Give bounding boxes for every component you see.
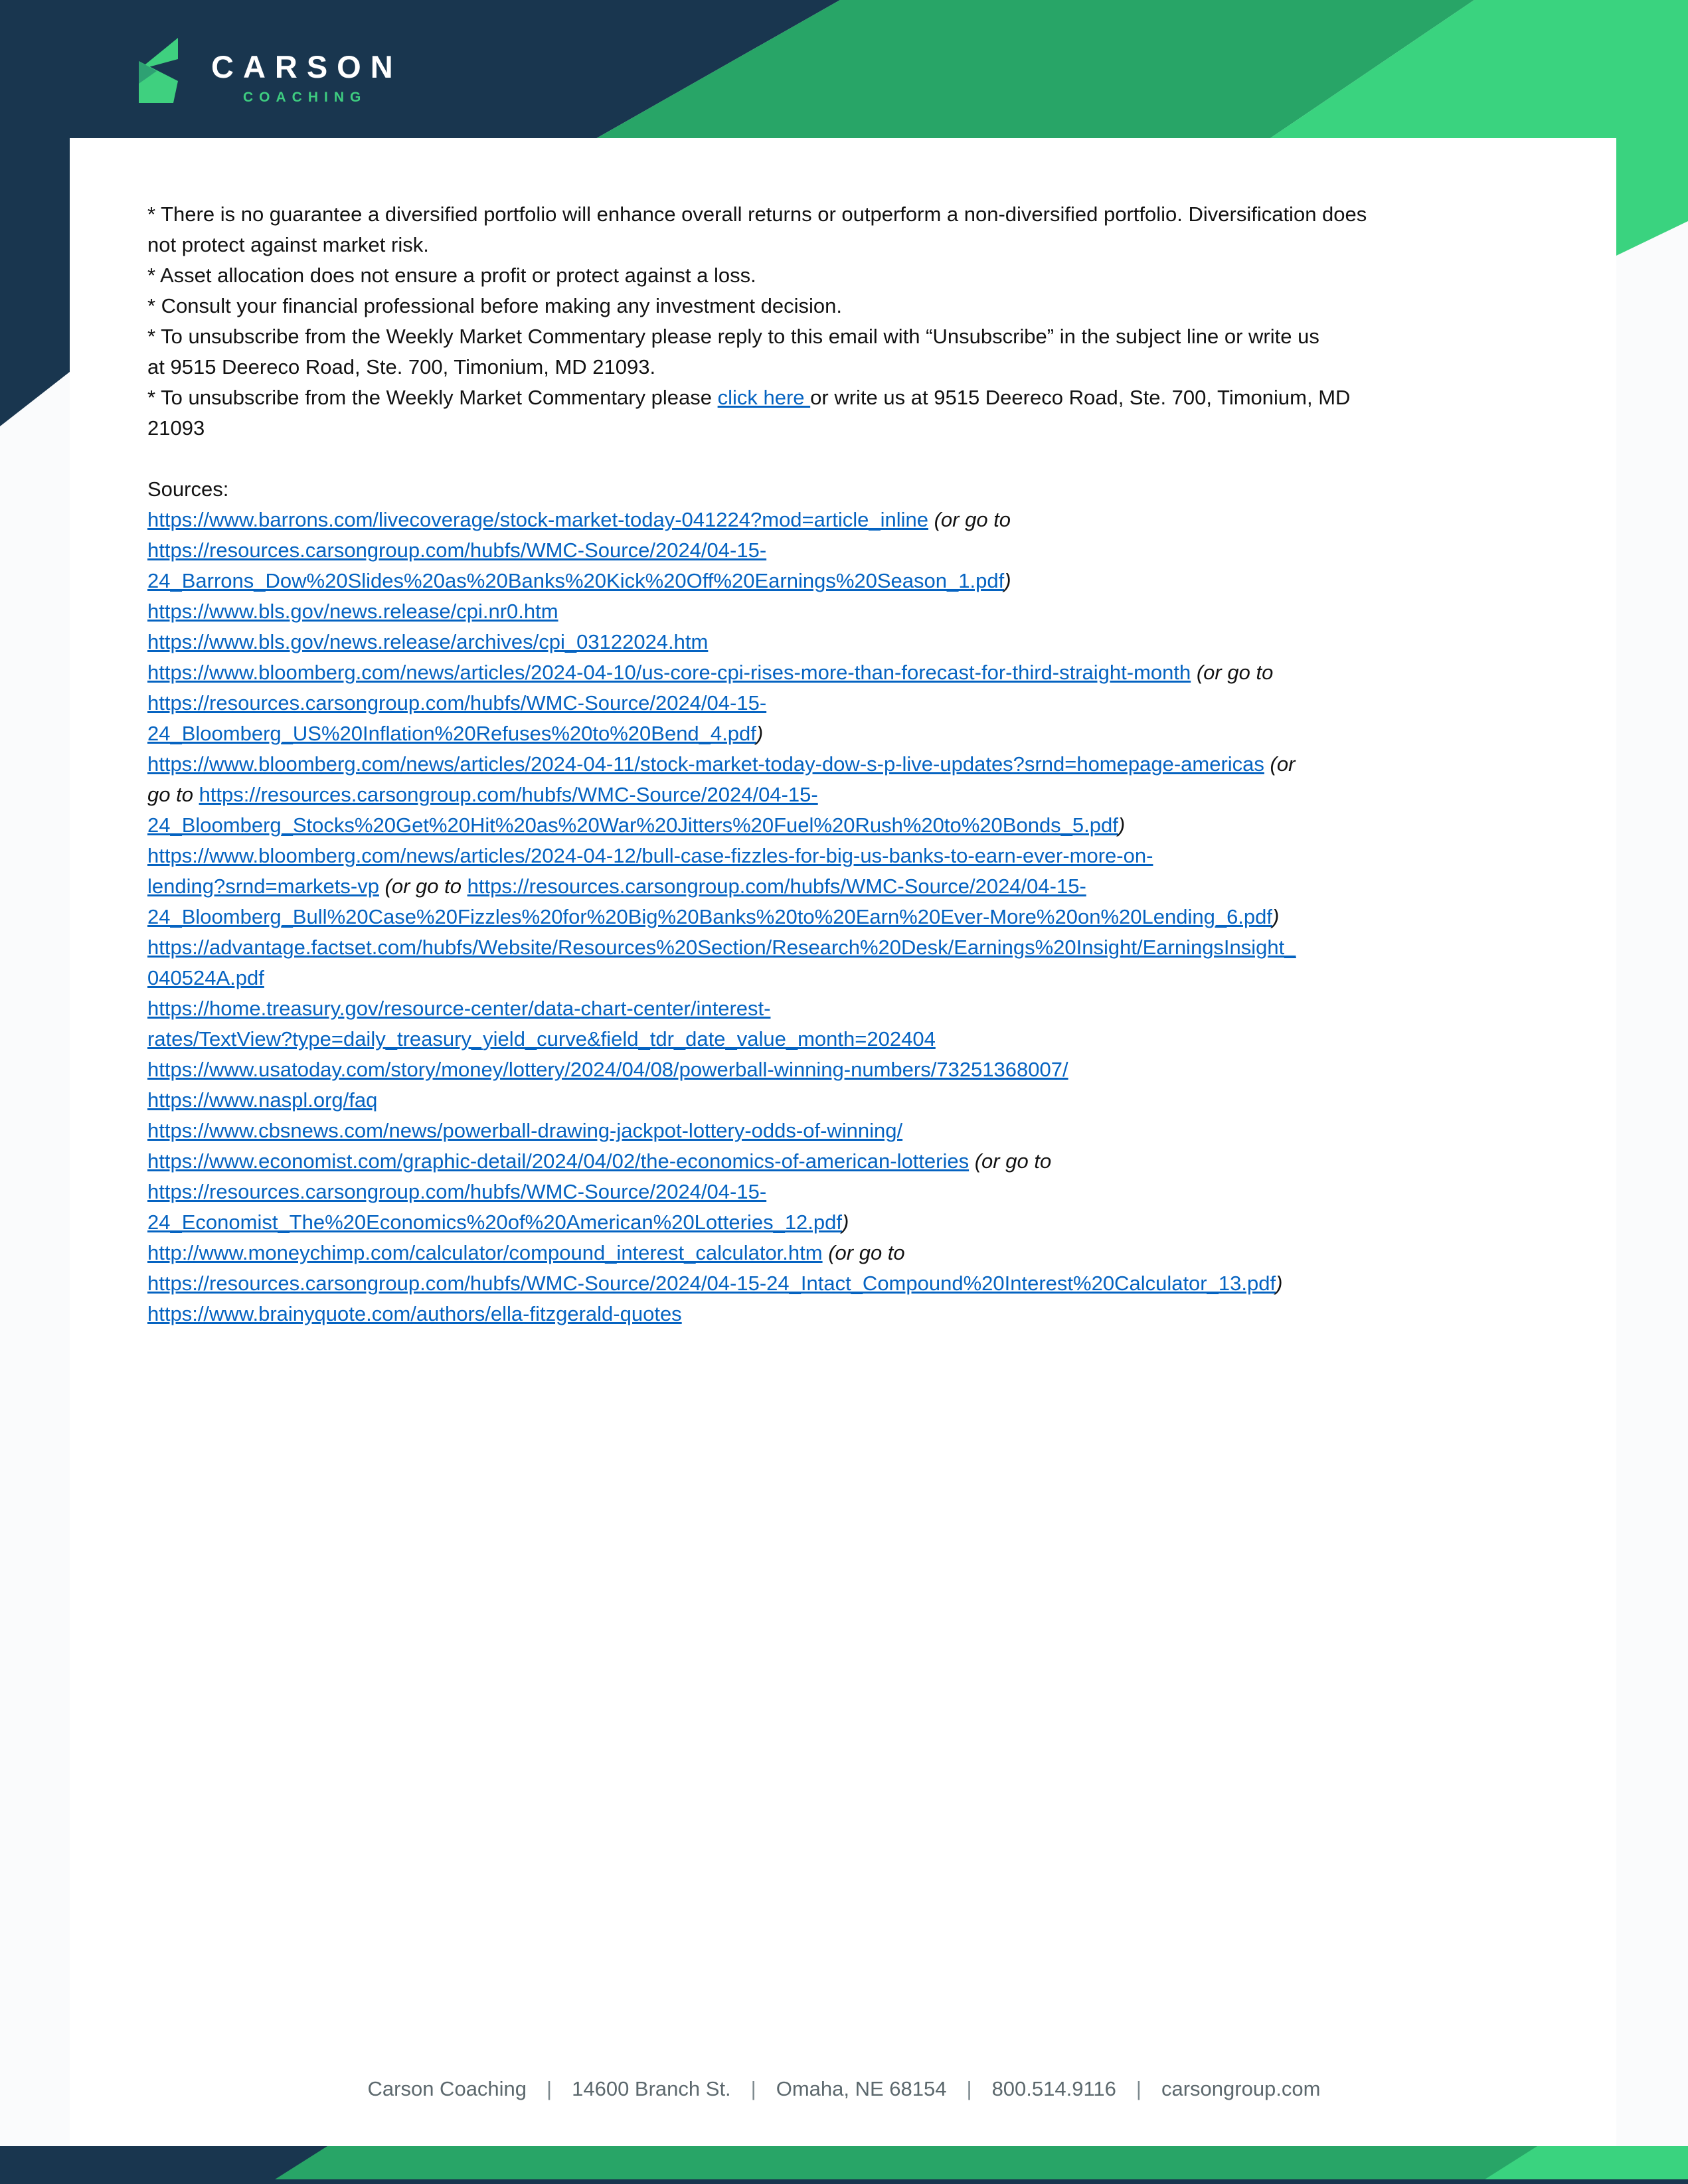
parenthetical-text: go to — [147, 783, 199, 806]
text-line — [147, 902, 1367, 932]
logo-brand-name: CARSON — [211, 49, 402, 84]
parenthetical-text: ) — [1276, 1272, 1283, 1295]
text-line — [147, 718, 1367, 749]
text-line — [147, 841, 1367, 871]
text-line — [147, 810, 1367, 841]
footer-separator: | — [1136, 2077, 1141, 2100]
parenthetical-text: ) — [756, 722, 764, 745]
footer-item: 14600 Branch St. — [572, 2077, 731, 2100]
hyperlink[interactable]: https://www.naspl.org/faq — [147, 1088, 378, 1112]
hyperlink[interactable]: https://advantage.factset.com/hubfs/Website/Resources%20Section/Research%20Desk/Earnings%20Insight/EarningsInsight_ — [147, 936, 1296, 959]
text-line — [147, 1054, 1367, 1085]
parenthetical-text: (or go to — [822, 1241, 905, 1264]
text-line — [147, 627, 1367, 657]
text-line — [147, 1268, 1367, 1299]
hyperlink[interactable]: https://www.bloomberg.com/news/articles/2024-04-11/stock-market-today-dow-s-p-live-updates?srnd=homepage-americas — [147, 752, 1264, 776]
page-content — [147, 199, 1367, 1329]
hyperlink[interactable]: https://resources.carsongroup.com/hubfs/WMC-Source/2024/04-15- — [147, 539, 767, 562]
body-text: at 9515 Deereco Road, Ste. 700, Timonium, MD 21093. — [147, 355, 656, 378]
footer-separator: | — [547, 2077, 552, 2100]
spacer — [147, 444, 1367, 474]
hyperlink[interactable]: https://www.cbsnews.com/news/powerball-drawing-jackpot-lottery-odds-of-winning/ — [147, 1119, 903, 1142]
hyperlink[interactable]: https://www.bloomberg.com/news/articles/2024-04-10/us-core-cpi-rises-more-than-forecast-for-third-straight-month — [147, 661, 1191, 684]
text-line — [147, 230, 1367, 260]
text-line — [147, 780, 1367, 810]
bottom-edge-line — [0, 2179, 1688, 2184]
sources-heading: Sources: — [147, 477, 229, 501]
hyperlink[interactable]: https://resources.carsongroup.com/hubfs/WMC-Source/2024/04-15- — [467, 875, 1086, 898]
text-line — [147, 535, 1367, 566]
parenthetical-text: ) — [1004, 569, 1011, 592]
text-line — [147, 688, 1367, 718]
text-line — [147, 1177, 1367, 1207]
text-line — [147, 1085, 1367, 1116]
footer-item: Carson Coaching — [367, 2077, 527, 2100]
hyperlink[interactable]: https://home.treasury.gov/resource-center/data-chart-center/interest- — [147, 997, 771, 1020]
footer-contact-bar — [0, 2077, 1688, 2101]
hyperlink[interactable]: rates/TextView?type=daily_treasury_yield_curve&field_tdr_date_value_month=202404 — [147, 1027, 936, 1050]
text-line — [147, 932, 1367, 963]
logo-sub-name: COACHING — [243, 90, 367, 105]
hyperlink[interactable]: lending?srnd=markets-vp — [147, 875, 379, 898]
text-line — [147, 749, 1367, 780]
hyperlink[interactable]: https://www.bloomberg.com/news/articles/2024-04-12/bull-case-fizzles-for-big-us-banks-to-earn-ever-more-on- — [147, 844, 1153, 867]
parenthetical-text: (or go to — [928, 508, 1011, 531]
footer-item[interactable]: carsongroup.com — [1161, 2077, 1321, 2100]
footer-item: Omaha, NE 68154 — [776, 2077, 947, 2100]
hyperlink[interactable]: http://www.moneychimp.com/calculator/compound_interest_calculator.htm — [147, 1241, 823, 1264]
logo-text — [211, 37, 402, 104]
text-line — [147, 260, 1367, 291]
parenthetical-text: (or — [1264, 752, 1296, 776]
hyperlink[interactable]: 24_Bloomberg_Stocks%20Get%20Hit%20as%20War%20Jitters%20Fuel%20Rush%20to%20Bonds_5.pdf — [147, 813, 1118, 837]
hyperlink[interactable]: click here — [717, 386, 811, 409]
text-line — [147, 871, 1367, 902]
text-line — [147, 321, 1367, 352]
footer-separator: | — [750, 2077, 756, 2100]
body-text: or write us at 9515 Deereco Road, Ste. 700, Timonium, MD — [810, 386, 1351, 409]
parenthetical-text: (or go to — [379, 875, 467, 898]
parenthetical-text: ) — [842, 1211, 849, 1234]
text-line — [147, 505, 1367, 535]
carson-coaching-logo — [138, 37, 402, 104]
text-line — [147, 1024, 1367, 1054]
parenthetical-text: ) — [1118, 813, 1126, 837]
hyperlink[interactable]: https://www.brainyquote.com/authors/ella-fitzgerald-quotes — [147, 1302, 682, 1325]
disclaimer-block — [147, 199, 1367, 444]
parenthetical-text: (or go to — [969, 1149, 1052, 1173]
hyperlink[interactable]: https://resources.carsongroup.com/hubfs/WMC-Source/2024/04-15-24_Intact_Compound%20Interest%20Calculator_13.pdf — [147, 1272, 1276, 1295]
text-line — [147, 596, 1367, 627]
hyperlink[interactable]: 040524A.pdf — [147, 966, 264, 989]
text-line — [147, 993, 1367, 1024]
text-line — [147, 566, 1367, 596]
body-text: * There is no guarantee a diversified portfolio will enhance overall returns or outperform a non-diversified portfolio. Diversification does — [147, 203, 1367, 226]
footer-item: 800.514.9116 — [991, 2077, 1116, 2100]
carson-chevron-icon — [138, 37, 178, 103]
text-line — [147, 352, 1367, 382]
text-line — [147, 291, 1367, 321]
footer-banner-decoration — [0, 2146, 1688, 2184]
hyperlink[interactable]: https://www.bls.gov/news.release/archives/cpi_03122024.htm — [147, 630, 709, 653]
body-text: * Asset allocation does not ensure a profit or protect against a loss. — [147, 264, 756, 287]
hyperlink[interactable]: 24_Economist_The%20Economics%20of%20American%20Lotteries_12.pdf — [147, 1211, 843, 1234]
text-line — [147, 1238, 1367, 1268]
hyperlink[interactable]: 24_Barrons_Dow%20Slides%20as%20Banks%20Kick%20Off%20Earnings%20Season_1.pdf — [147, 569, 1005, 592]
text-line — [147, 657, 1367, 688]
text-line — [147, 1146, 1367, 1177]
sources-list — [147, 505, 1367, 1329]
parenthetical-text: (or go to — [1191, 661, 1274, 684]
footer-separator: | — [966, 2077, 972, 2100]
hyperlink[interactable]: https://resources.carsongroup.com/hubfs/WMC-Source/2024/04-15- — [199, 783, 818, 806]
body-text: not protect against market risk. — [147, 233, 429, 256]
hyperlink[interactable]: https://www.bls.gov/news.release/cpi.nr0.htm — [147, 600, 558, 623]
hyperlink[interactable]: https://www.barrons.com/livecoverage/stock-market-today-041224?mod=article_inline — [147, 508, 928, 531]
parenthetical-text: ) — [1272, 905, 1280, 928]
hyperlink[interactable]: 24_Bloomberg_Bull%20Case%20Fizzles%20for%20Big%20Banks%20to%20Earn%20Ever-More%20on%20Lending_6.pdf — [147, 905, 1273, 928]
body-text: 21093 — [147, 416, 205, 440]
text-line — [147, 413, 1367, 444]
text-line — [147, 1116, 1367, 1146]
hyperlink[interactable]: https://www.economist.com/graphic-detail/2024/04/02/the-economics-of-american-lotteries — [147, 1149, 970, 1173]
hyperlink[interactable]: https://resources.carsongroup.com/hubfs/WMC-Source/2024/04-15- — [147, 1180, 767, 1203]
text-line — [147, 1299, 1367, 1329]
text-line — [147, 963, 1367, 993]
body-text: * To unsubscribe from the Weekly Market Commentary please reply to this email with “Unsubscribe” in the subject line or write us — [147, 325, 1319, 348]
hyperlink[interactable]: 24_Bloomberg_US%20Inflation%20Refuses%20to%20Bend_4.pdf — [147, 722, 756, 745]
text-line — [147, 382, 1367, 413]
body-text: * Consult your financial professional before making any investment decision. — [147, 294, 842, 317]
hyperlink[interactable]: https://www.usatoday.com/story/money/lottery/2024/04/08/powerball-winning-numbers/73251368007/ — [147, 1058, 1068, 1081]
body-text: * To unsubscribe from the Weekly Market Commentary please — [147, 386, 718, 409]
text-line — [147, 199, 1367, 230]
text-line — [147, 1207, 1367, 1238]
hyperlink[interactable]: https://resources.carsongroup.com/hubfs/WMC-Source/2024/04-15- — [147, 691, 767, 714]
